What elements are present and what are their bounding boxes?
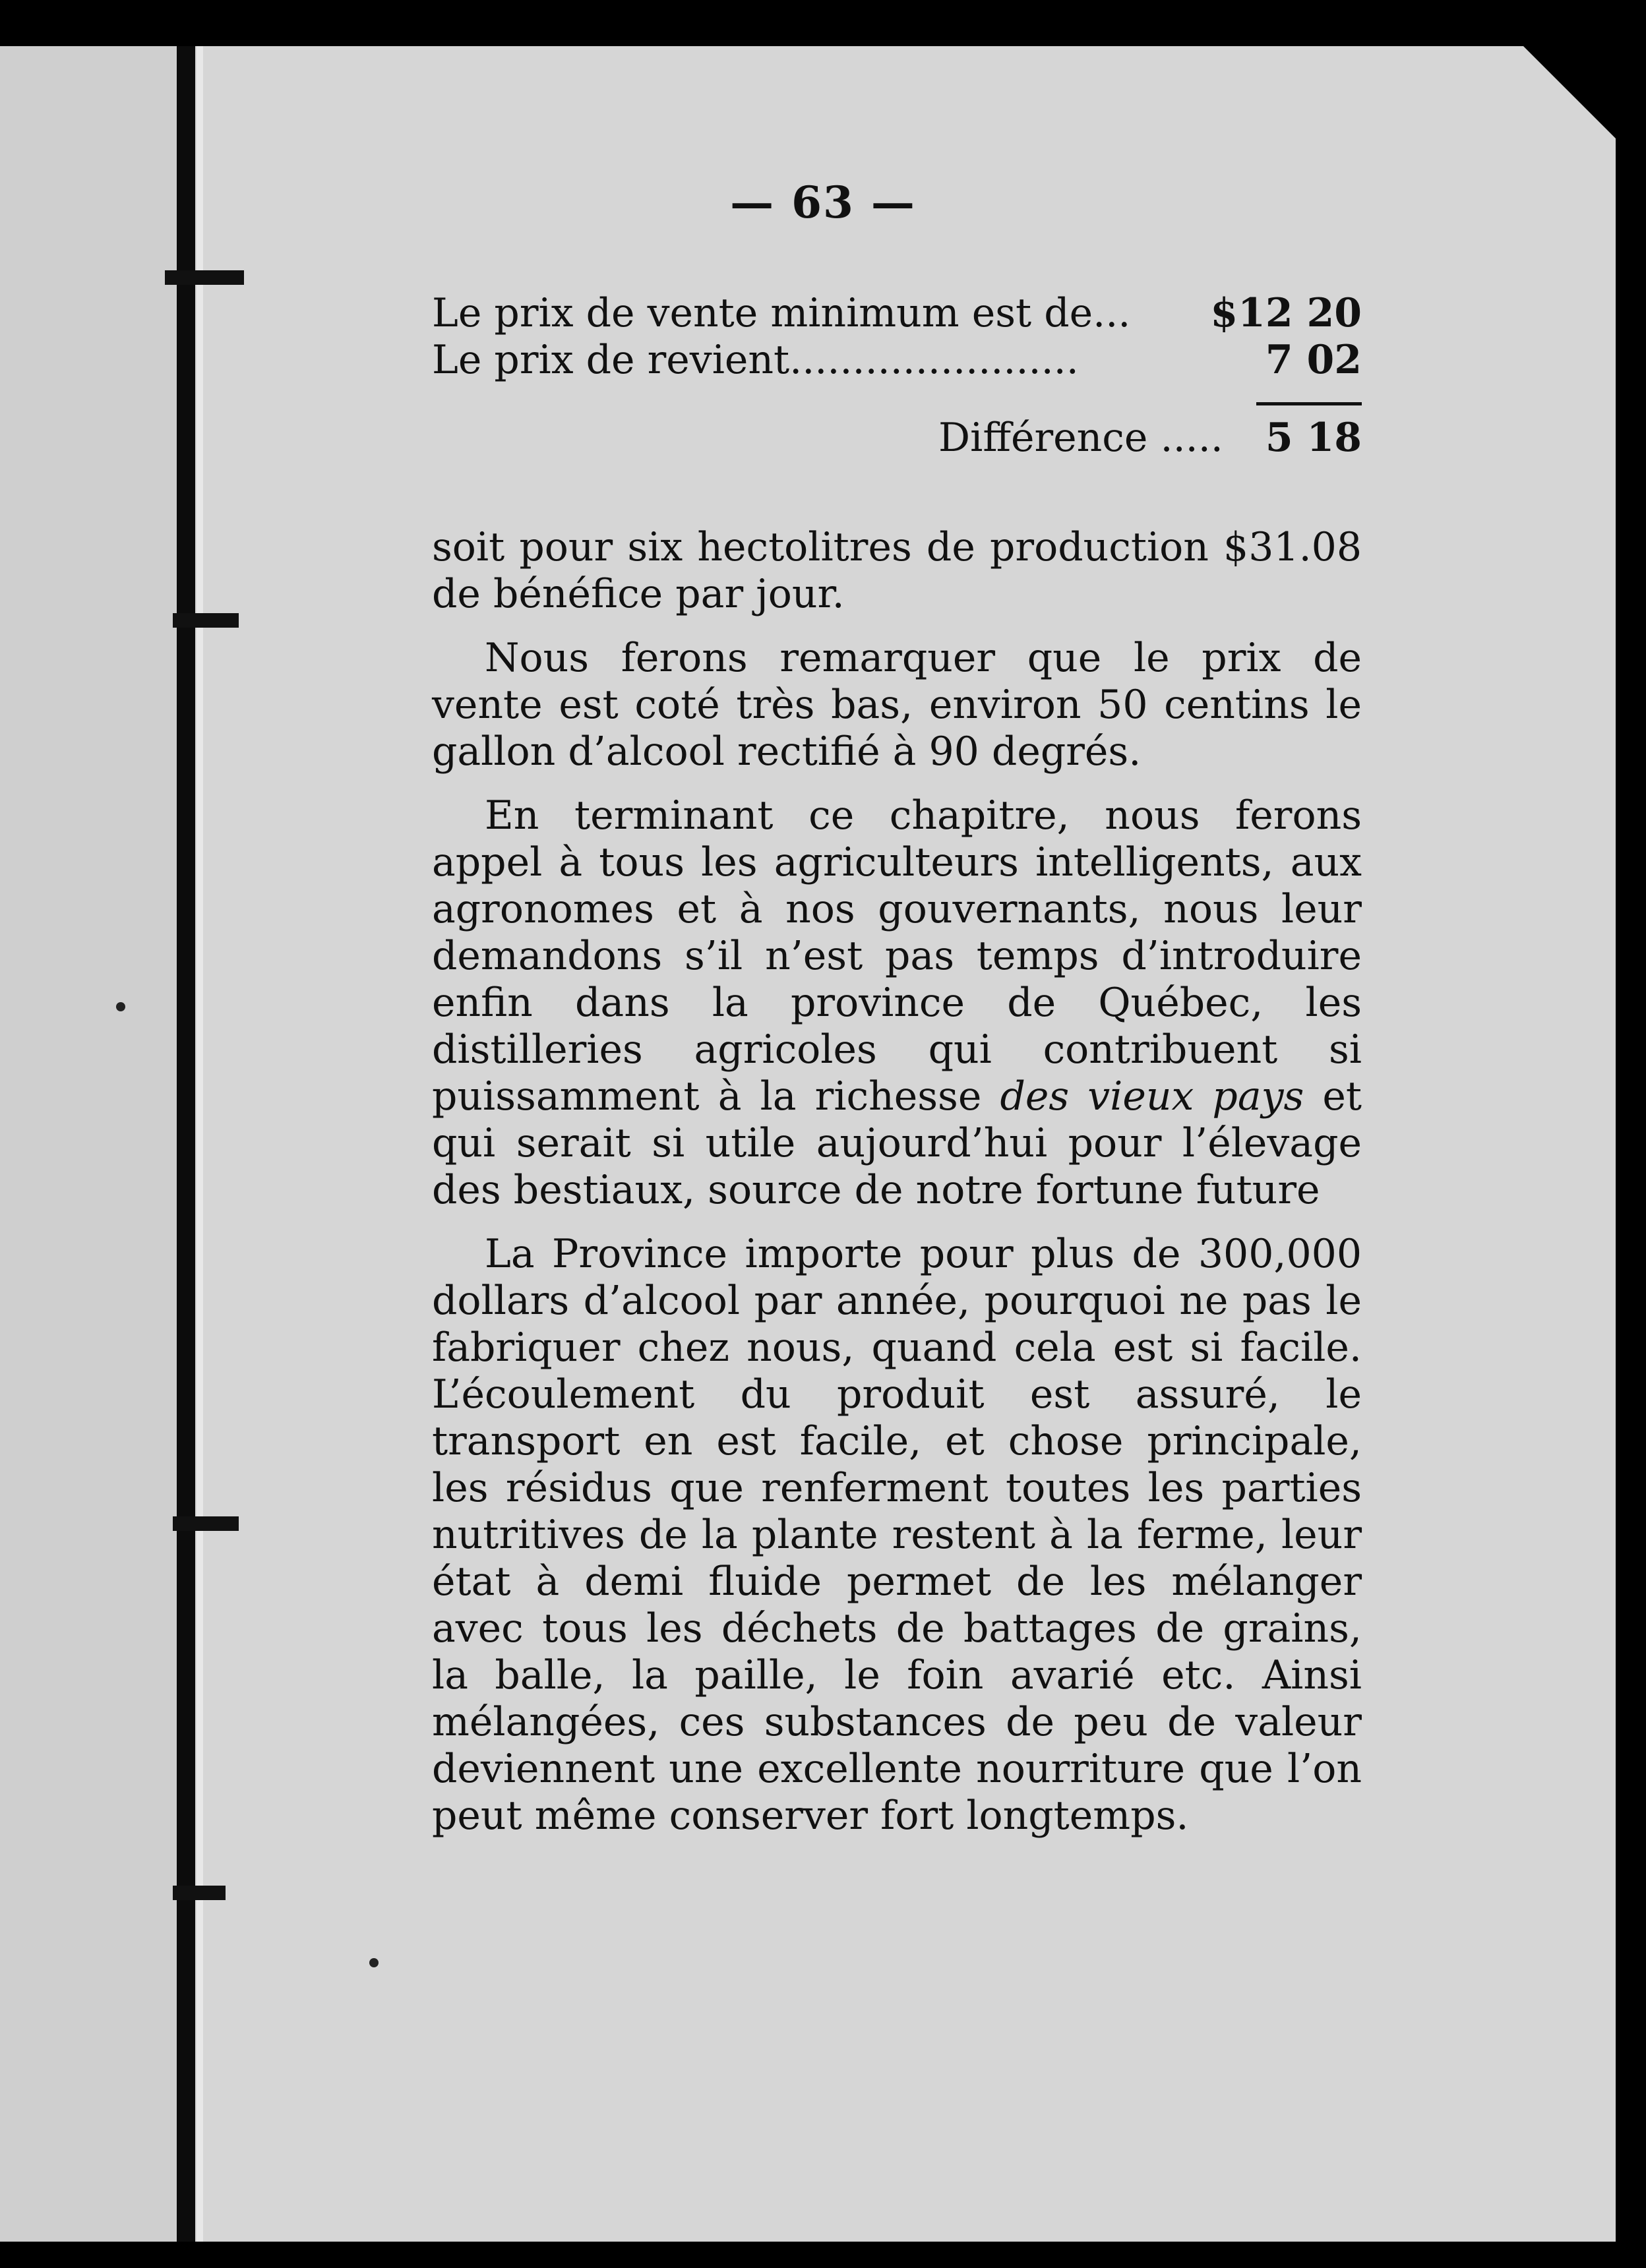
spine-edge [197,46,203,2268]
difference-value: 5 18 [1265,415,1362,461]
binding-margin [0,46,191,2268]
scan-border-bottom [0,2242,1646,2268]
sale-price-row [432,290,1362,337]
difference-label: Différence ..... [938,415,1223,461]
folded-corner [1523,46,1616,138]
difference-row [432,415,1362,462]
binding-stitch [173,613,239,628]
paragraph-3-end: et qui serait si utile aujourd’hui pour l’élevage des bestiaux, source de notre fortune future [432,1073,1362,1213]
page-number: — 63 — [730,177,916,228]
body-text [432,524,1362,1839]
italic-phrase: des vieux pays [1000,1073,1304,1119]
paragraph-3 [432,792,1362,1214]
binding-stitch [173,1886,226,1900]
cost-price-row [432,337,1362,384]
accounts-table [432,290,1362,462]
scan-border-right [1616,0,1646,2268]
sale-price-value: $12 20 [1210,290,1362,336]
dot-leader: ....................... [789,337,1079,383]
binding-stitch [173,1516,239,1531]
paragraph-4: La Province importe pour plus de 300,000 dollars d’alcool par année, pourquoi ne pas le fabriquer chez nous, quand cela est si facile. L’écoulement du produit est assuré, le transport en est facile, et chose principale, les résidus que renferment toutes les parties nutritives de la plante restent à la ferme, leur état à demi fluide permet de les mélanger avec tous les déchets de battages de grains, la balle, la paille, le foin avarié etc. Ainsi mélangées, ces substances de peu de valeur deviennent une excellente nourriture que l’on peut même conserver fort longtemps. [432,1231,1362,1839]
book-spine [177,46,195,2268]
sum-rule [1256,402,1362,405]
ink-speck [116,1002,125,1011]
cost-price-value: 7 02 [1265,337,1362,383]
sale-price-label: Le prix de vente minimum est de... [432,290,1131,336]
paragraph-3-start: En terminant ce chapitre, nous ferons appel à tous les agriculteurs intelligents, aux agronomes et à nos gouvernants, nous leur demandons s’il n’est pas temps d’introduire enfin dans la province de Québec, les distilleries agricoles qui contribuent si puissamment à la richesse [432,792,1362,1119]
ink-speck [369,1958,379,1967]
cost-price-label: Le prix de revient [432,337,790,383]
paragraph-1: soit pour six hectolitres de production $31.08 de bénéfice par jour. [432,524,1362,617]
paragraph-2: Nous ferons remarquer que le prix de vente est coté très bas, environ 50 centins le gallon d’alcool rectifié à 90 degrés. [432,635,1362,775]
binding-stitch [165,270,244,285]
